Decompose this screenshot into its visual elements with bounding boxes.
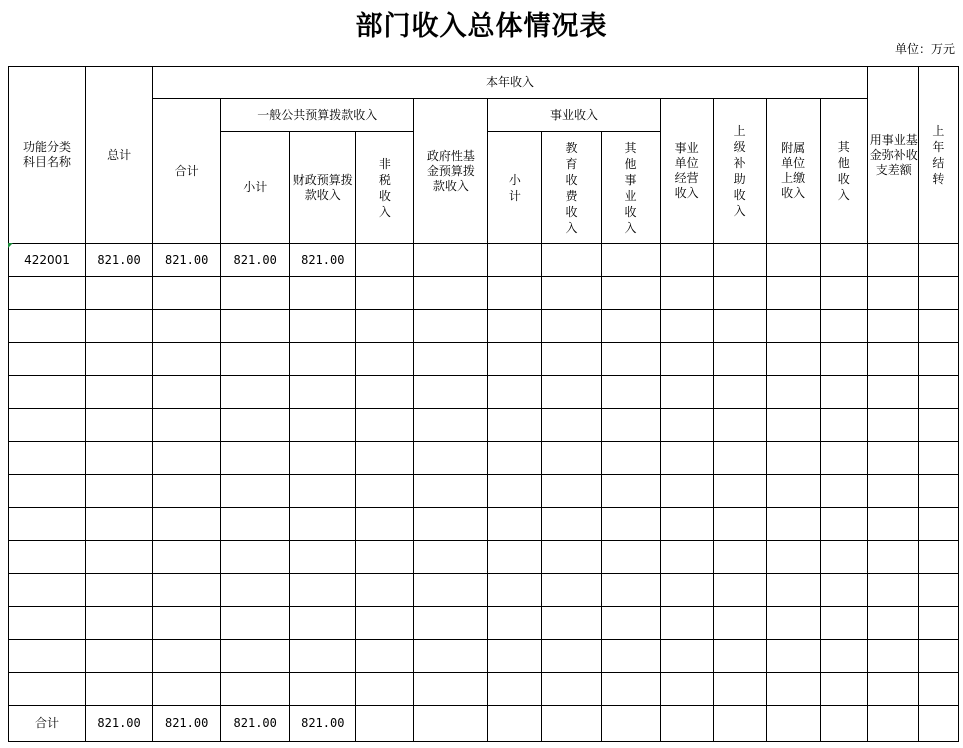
table-cell[interactable] xyxy=(918,673,958,706)
table-cell[interactable] xyxy=(221,508,290,541)
table-cell[interactable] xyxy=(290,508,356,541)
table-cell[interactable] xyxy=(9,607,86,640)
table-cell[interactable] xyxy=(488,607,542,640)
table-cell[interactable] xyxy=(867,343,918,376)
table-cell[interactable] xyxy=(660,376,713,409)
table-cell[interactable] xyxy=(542,508,601,541)
table-cell[interactable] xyxy=(542,607,601,640)
table-cell[interactable] xyxy=(601,442,660,475)
table-cell[interactable] xyxy=(766,310,820,343)
table-cell[interactable] xyxy=(766,277,820,310)
table-cell[interactable] xyxy=(713,640,766,673)
table-cell[interactable] xyxy=(660,475,713,508)
table-cell[interactable] xyxy=(766,376,820,409)
table-cell[interactable] xyxy=(153,673,221,706)
table-cell[interactable] xyxy=(601,310,660,343)
table-cell[interactable] xyxy=(601,640,660,673)
footer-cell[interactable] xyxy=(713,706,766,742)
table-cell[interactable] xyxy=(820,310,867,343)
table-cell[interactable] xyxy=(86,409,153,442)
header-biz-unit-ops: 事业单位经营收入 xyxy=(660,99,713,244)
table-cell[interactable] xyxy=(9,343,86,376)
table-cell[interactable] xyxy=(713,310,766,343)
header-fund-makeup: 用事业基金弥补收支差额 xyxy=(867,67,918,244)
table-cell[interactable] xyxy=(221,343,290,376)
table-cell[interactable] xyxy=(356,409,414,442)
table-cell[interactable] xyxy=(86,442,153,475)
table-cell[interactable]: 821.00 xyxy=(290,244,356,277)
table-cell[interactable] xyxy=(86,673,153,706)
header-business: 事业收入 xyxy=(488,99,660,132)
table-cell[interactable] xyxy=(542,673,601,706)
header-non-tax: 非税收入 xyxy=(356,132,414,244)
table-cell[interactable] xyxy=(414,310,488,343)
table-cell[interactable] xyxy=(867,277,918,310)
table-cell[interactable] xyxy=(414,277,488,310)
table-cell[interactable] xyxy=(601,508,660,541)
table-cell[interactable] xyxy=(86,376,153,409)
table-row xyxy=(9,310,959,343)
header-other-income: 其他收入 xyxy=(820,99,867,244)
table-cell[interactable] xyxy=(488,376,542,409)
table-cell[interactable] xyxy=(221,475,290,508)
table-cell[interactable] xyxy=(820,607,867,640)
table-cell[interactable] xyxy=(488,442,542,475)
table-cell[interactable] xyxy=(221,310,290,343)
table-cell[interactable] xyxy=(918,277,958,310)
header-row-1 xyxy=(9,67,959,99)
footer-cell[interactable] xyxy=(356,706,414,742)
header-subtotal-all: 合计 xyxy=(153,99,221,244)
table-cell[interactable] xyxy=(221,574,290,607)
table-cell[interactable] xyxy=(713,475,766,508)
table-cell[interactable] xyxy=(820,475,867,508)
table-cell[interactable] xyxy=(918,508,958,541)
table-cell[interactable] xyxy=(867,310,918,343)
table-cell[interactable] xyxy=(918,640,958,673)
table-cell[interactable] xyxy=(660,277,713,310)
table-cell[interactable] xyxy=(9,640,86,673)
table-cell[interactable] xyxy=(820,640,867,673)
table-cell[interactable] xyxy=(221,277,290,310)
table-cell[interactable] xyxy=(153,574,221,607)
table-cell[interactable] xyxy=(9,376,86,409)
table-cell[interactable] xyxy=(542,442,601,475)
table-row xyxy=(9,244,959,277)
table-cell[interactable] xyxy=(601,574,660,607)
table-cell[interactable] xyxy=(86,310,153,343)
table-cell[interactable] xyxy=(918,442,958,475)
table-cell[interactable] xyxy=(9,277,86,310)
table-cell[interactable] xyxy=(414,475,488,508)
table-cell[interactable] xyxy=(867,607,918,640)
table-cell[interactable] xyxy=(356,310,414,343)
table-cell[interactable] xyxy=(356,376,414,409)
table-cell[interactable] xyxy=(290,607,356,640)
table-cell[interactable] xyxy=(766,640,820,673)
table-cell[interactable] xyxy=(918,310,958,343)
table-cell[interactable] xyxy=(766,244,820,277)
page-title: 部门收入总体情况表 xyxy=(355,11,608,42)
table-cell[interactable] xyxy=(9,673,86,706)
table-cell[interactable] xyxy=(290,343,356,376)
table-cell[interactable] xyxy=(542,376,601,409)
table-cell[interactable] xyxy=(153,541,221,574)
table-cell[interactable] xyxy=(9,574,86,607)
table-cell[interactable] xyxy=(601,541,660,574)
table-cell[interactable] xyxy=(713,442,766,475)
footer-cell[interactable] xyxy=(660,706,713,742)
table-cell[interactable] xyxy=(414,508,488,541)
table-cell[interactable] xyxy=(9,541,86,574)
table-cell[interactable] xyxy=(867,442,918,475)
header-fiscal-approp: 财政预算拨款收入 xyxy=(290,132,356,244)
table-cell[interactable] xyxy=(153,508,221,541)
table-cell[interactable] xyxy=(867,541,918,574)
table-cell[interactable] xyxy=(660,574,713,607)
table-cell[interactable] xyxy=(820,244,867,277)
table-cell[interactable] xyxy=(713,673,766,706)
table-cell[interactable] xyxy=(820,541,867,574)
table-cell[interactable] xyxy=(221,376,290,409)
table-cell[interactable] xyxy=(766,541,820,574)
table-cell[interactable] xyxy=(290,409,356,442)
footer-cell[interactable] xyxy=(488,706,542,742)
table-cell[interactable] xyxy=(414,541,488,574)
table-cell[interactable] xyxy=(766,475,820,508)
table-cell[interactable] xyxy=(414,409,488,442)
table-cell[interactable] xyxy=(9,310,86,343)
table-row xyxy=(9,376,959,409)
table-cell[interactable] xyxy=(356,442,414,475)
income-table xyxy=(8,66,959,742)
unit-label: 单位：万元 xyxy=(894,42,955,56)
table-cell[interactable] xyxy=(488,640,542,673)
table-cell[interactable] xyxy=(918,475,958,508)
table-cell[interactable] xyxy=(542,640,601,673)
footer-cell[interactable] xyxy=(766,706,820,742)
header-this-year: 本年收入 xyxy=(153,67,868,99)
table-cell[interactable] xyxy=(356,343,414,376)
table-cell[interactable] xyxy=(290,541,356,574)
table-cell[interactable] xyxy=(9,508,86,541)
table-cell[interactable] xyxy=(918,409,958,442)
table-cell[interactable] xyxy=(766,409,820,442)
table-cell[interactable] xyxy=(153,442,221,475)
table-cell[interactable] xyxy=(918,244,958,277)
table-cell[interactable] xyxy=(153,343,221,376)
table-cell[interactable] xyxy=(153,409,221,442)
table-cell[interactable] xyxy=(713,541,766,574)
table-cell[interactable] xyxy=(290,442,356,475)
table-row xyxy=(9,442,959,475)
table-cell[interactable] xyxy=(918,343,958,376)
table-cell[interactable] xyxy=(820,409,867,442)
table-cell[interactable] xyxy=(713,574,766,607)
table-cell[interactable] xyxy=(414,607,488,640)
cell-comment-marker xyxy=(8,243,13,248)
table-cell[interactable] xyxy=(9,442,86,475)
footer-label[interactable]: 合计 xyxy=(9,706,86,742)
table-cell[interactable] xyxy=(86,574,153,607)
table-cell[interactable] xyxy=(9,475,86,508)
table-cell[interactable] xyxy=(713,277,766,310)
table-cell[interactable] xyxy=(221,673,290,706)
table-cell[interactable] xyxy=(542,277,601,310)
table-cell[interactable] xyxy=(221,640,290,673)
table-cell[interactable] xyxy=(766,442,820,475)
table-cell[interactable] xyxy=(356,244,414,277)
table-cell[interactable] xyxy=(221,409,290,442)
table-cell[interactable] xyxy=(86,640,153,673)
table-cell[interactable] xyxy=(542,475,601,508)
table-row xyxy=(9,277,959,310)
table-cell[interactable] xyxy=(918,541,958,574)
table-cell[interactable] xyxy=(488,277,542,310)
table-cell[interactable] xyxy=(542,310,601,343)
table-cell[interactable] xyxy=(542,574,601,607)
table-cell[interactable] xyxy=(414,673,488,706)
table-cell[interactable] xyxy=(153,607,221,640)
header-education-fee: 教育收费收入 xyxy=(542,132,601,244)
table-cell[interactable] xyxy=(713,508,766,541)
table-cell[interactable] xyxy=(660,343,713,376)
footer-cell[interactable] xyxy=(867,706,918,742)
table-cell[interactable] xyxy=(290,640,356,673)
table-cell[interactable] xyxy=(290,673,356,706)
table-cell[interactable] xyxy=(820,673,867,706)
table-cell[interactable]: 422001 xyxy=(9,244,86,277)
table-cell[interactable] xyxy=(9,409,86,442)
table-cell[interactable] xyxy=(290,310,356,343)
table-cell[interactable] xyxy=(542,541,601,574)
table-cell[interactable] xyxy=(414,640,488,673)
header-biz-subtotal: 小计 xyxy=(488,132,542,244)
table-cell[interactable] xyxy=(86,475,153,508)
footer-cell[interactable] xyxy=(542,706,601,742)
table-cell[interactable] xyxy=(918,607,958,640)
header-total: 总计 xyxy=(86,67,153,244)
table-cell[interactable] xyxy=(601,673,660,706)
table-cell[interactable] xyxy=(86,607,153,640)
table-cell[interactable] xyxy=(867,640,918,673)
table-cell[interactable] xyxy=(414,574,488,607)
table-cell[interactable] xyxy=(766,607,820,640)
table-cell[interactable] xyxy=(660,244,713,277)
table-cell[interactable] xyxy=(153,376,221,409)
footer-cell[interactable]: 821.00 xyxy=(153,706,221,742)
table-cell[interactable] xyxy=(488,673,542,706)
table-cell[interactable] xyxy=(660,640,713,673)
table-cell[interactable] xyxy=(601,475,660,508)
table-cell[interactable] xyxy=(660,409,713,442)
footer-cell[interactable]: 821.00 xyxy=(290,706,356,742)
table-cell[interactable] xyxy=(86,343,153,376)
table-cell[interactable] xyxy=(542,244,601,277)
table-cell[interactable] xyxy=(713,244,766,277)
table-cell[interactable] xyxy=(86,508,153,541)
header-gp-subtotal: 小计 xyxy=(221,132,290,244)
table-cell[interactable] xyxy=(488,409,542,442)
header-general-public: 一般公共预算拨款收入 xyxy=(221,99,414,132)
table-body xyxy=(9,244,959,706)
table-cell[interactable] xyxy=(766,508,820,541)
footer-row xyxy=(9,706,959,742)
table-cell[interactable] xyxy=(820,277,867,310)
table-cell[interactable] xyxy=(820,343,867,376)
footer-cell[interactable]: 821.00 xyxy=(86,706,153,742)
footer-cell[interactable] xyxy=(601,706,660,742)
table-cell[interactable] xyxy=(660,310,713,343)
table-cell[interactable] xyxy=(290,475,356,508)
table-cell[interactable] xyxy=(86,277,153,310)
table-cell[interactable] xyxy=(153,310,221,343)
table-row xyxy=(9,343,959,376)
table-cell[interactable] xyxy=(290,376,356,409)
table-cell[interactable] xyxy=(356,607,414,640)
table-cell[interactable] xyxy=(713,409,766,442)
table-cell[interactable] xyxy=(356,277,414,310)
table-cell[interactable] xyxy=(766,673,820,706)
table-cell[interactable] xyxy=(153,640,221,673)
table-row xyxy=(9,574,959,607)
table-cell[interactable] xyxy=(601,343,660,376)
header-other-biz: 其他事业收入 xyxy=(601,132,660,244)
header-category: 功能分类科目名称 xyxy=(9,67,86,244)
table-cell[interactable] xyxy=(820,574,867,607)
table-cell[interactable] xyxy=(414,376,488,409)
table-row xyxy=(9,541,959,574)
table-cell[interactable] xyxy=(713,343,766,376)
table-row xyxy=(9,409,959,442)
table-cell[interactable] xyxy=(488,310,542,343)
table-cell[interactable] xyxy=(488,244,542,277)
table-cell[interactable] xyxy=(153,277,221,310)
table-cell[interactable] xyxy=(820,442,867,475)
table-cell[interactable] xyxy=(660,607,713,640)
table-cell[interactable] xyxy=(601,607,660,640)
table-cell[interactable] xyxy=(713,376,766,409)
table-cell[interactable] xyxy=(601,409,660,442)
table-cell[interactable] xyxy=(488,343,542,376)
table-cell[interactable] xyxy=(153,475,221,508)
table-row xyxy=(9,640,959,673)
table-cell[interactable] xyxy=(290,574,356,607)
table-cell[interactable] xyxy=(820,508,867,541)
table-cell[interactable]: 821.00 xyxy=(86,244,153,277)
table-cell[interactable] xyxy=(414,442,488,475)
table-cell[interactable] xyxy=(766,574,820,607)
footer-cell[interactable] xyxy=(414,706,488,742)
table-cell[interactable]: 821.00 xyxy=(153,244,221,277)
table-cell[interactable] xyxy=(660,673,713,706)
footer-cell[interactable]: 821.00 xyxy=(221,706,290,742)
table-cell[interactable] xyxy=(601,277,660,310)
table-cell[interactable] xyxy=(221,442,290,475)
table-cell[interactable] xyxy=(356,508,414,541)
table-row xyxy=(9,508,959,541)
table-cell[interactable] xyxy=(660,442,713,475)
table-cell[interactable]: 821.00 xyxy=(221,244,290,277)
table-cell[interactable] xyxy=(356,673,414,706)
table-cell[interactable] xyxy=(356,541,414,574)
table-cell[interactable] xyxy=(221,541,290,574)
table-cell[interactable] xyxy=(867,409,918,442)
table-cell[interactable] xyxy=(221,607,290,640)
table-cell[interactable] xyxy=(918,574,958,607)
table-cell[interactable] xyxy=(488,574,542,607)
table-row xyxy=(9,475,959,508)
table-cell[interactable] xyxy=(86,541,153,574)
table-row xyxy=(9,607,959,640)
table-cell[interactable] xyxy=(713,607,766,640)
table-cell[interactable] xyxy=(867,475,918,508)
header-gov-fund: 政府性基金预算拨款收入 xyxy=(414,99,488,244)
table-cell[interactable] xyxy=(660,541,713,574)
table-cell[interactable] xyxy=(488,541,542,574)
table-cell[interactable] xyxy=(867,376,918,409)
table-cell[interactable] xyxy=(414,343,488,376)
table-cell[interactable] xyxy=(601,376,660,409)
table-cell[interactable] xyxy=(488,508,542,541)
table-cell[interactable] xyxy=(542,343,601,376)
table-cell[interactable] xyxy=(867,673,918,706)
header-affiliated: 附属单位上缴收入 xyxy=(766,99,820,244)
header-upper-subsidy: 上级补助收入 xyxy=(713,99,766,244)
footer-cell[interactable] xyxy=(918,706,958,742)
table-cell[interactable] xyxy=(356,475,414,508)
table-cell[interactable] xyxy=(867,508,918,541)
table-cell[interactable] xyxy=(290,277,356,310)
table-cell[interactable] xyxy=(660,508,713,541)
table-cell[interactable] xyxy=(356,574,414,607)
table-cell[interactable] xyxy=(414,244,488,277)
table-cell[interactable] xyxy=(356,640,414,673)
table-row xyxy=(9,673,959,706)
table-cell[interactable] xyxy=(918,376,958,409)
footer-cell[interactable] xyxy=(820,706,867,742)
table-cell[interactable] xyxy=(601,244,660,277)
table-cell[interactable] xyxy=(867,574,918,607)
table-cell[interactable] xyxy=(867,244,918,277)
header-carryover: 上年结转 xyxy=(918,67,958,244)
table-cell[interactable] xyxy=(766,343,820,376)
table-cell[interactable] xyxy=(820,376,867,409)
table-cell[interactable] xyxy=(488,475,542,508)
table-cell[interactable] xyxy=(542,409,601,442)
